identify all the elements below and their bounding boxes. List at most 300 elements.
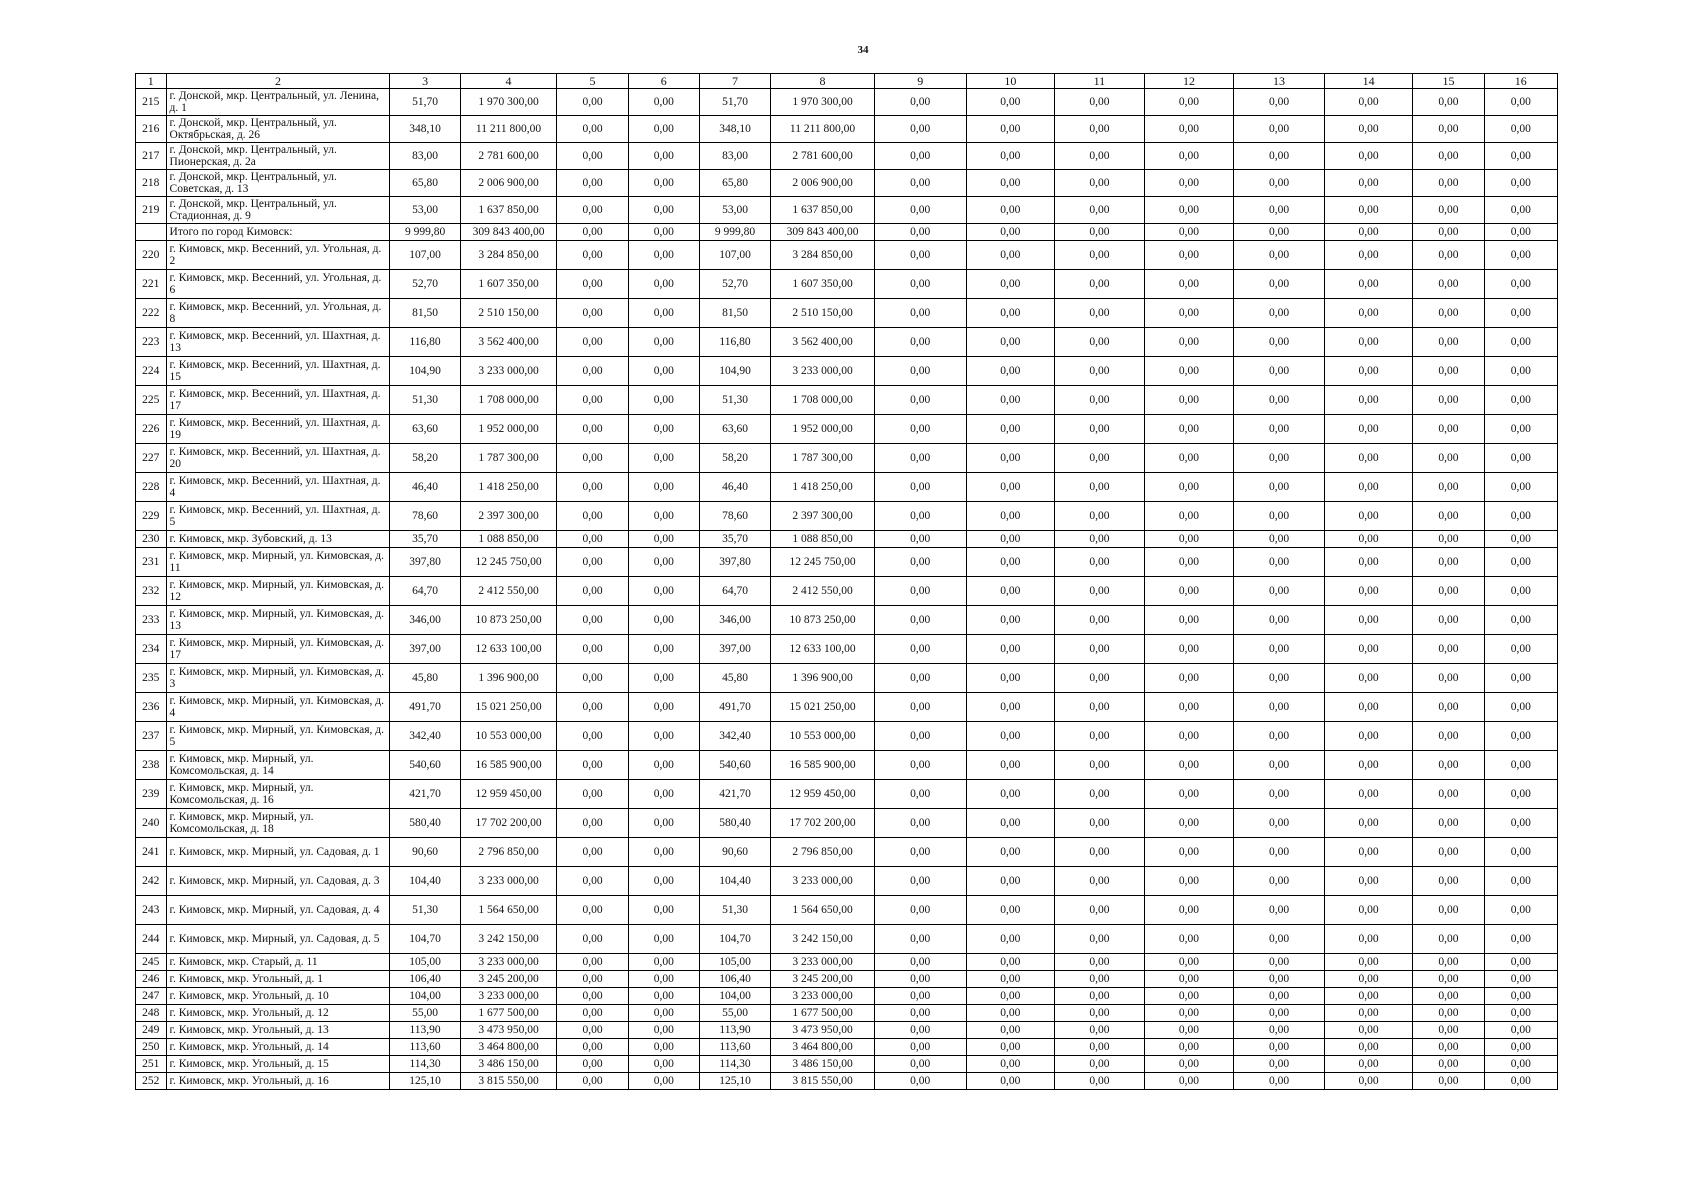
value-cell: 52,70: [699, 270, 770, 299]
value-cell: 0,00: [1484, 1073, 1557, 1090]
value-cell: 0,00: [874, 444, 966, 473]
value-cell: 3 233 000,00: [460, 954, 557, 971]
table-row: [136, 548, 1558, 577]
value-cell: 0,00: [1144, 299, 1234, 328]
value-cell: 0,00: [1413, 197, 1484, 224]
value-cell: 3 473 950,00: [460, 1022, 557, 1039]
value-cell: 0,00: [1144, 415, 1234, 444]
table-row: [136, 577, 1558, 606]
value-cell: 0,00: [874, 925, 966, 954]
value-cell: 0,00: [1413, 170, 1484, 197]
value-cell: 0,00: [1484, 780, 1557, 809]
value-cell: 0,00: [966, 328, 1055, 357]
table-body: [136, 89, 1558, 1090]
value-cell: 3 486 150,00: [771, 1056, 875, 1073]
value-cell: 0,00: [1324, 1039, 1413, 1056]
value-cell: 0,00: [628, 988, 699, 1005]
value-cell: 0,00: [1234, 1073, 1325, 1090]
value-cell: 10 873 250,00: [460, 606, 557, 635]
value-cell: 0,00: [1055, 867, 1145, 896]
value-cell: 0,00: [1234, 224, 1325, 241]
address-cell: г. Кимовск, мкр. Угольный, д. 13: [166, 1022, 390, 1039]
value-cell: 0,00: [874, 531, 966, 548]
table-row: [136, 116, 1558, 143]
value-cell: 0,00: [1055, 299, 1145, 328]
value-cell: 0,00: [874, 971, 966, 988]
value-cell: 0,00: [1234, 415, 1325, 444]
value-cell: 1 787 300,00: [460, 444, 557, 473]
value-cell: 0,00: [1144, 1039, 1234, 1056]
value-cell: 0,00: [1324, 925, 1413, 954]
value-cell: 0,00: [1484, 722, 1557, 751]
value-cell: 0,00: [1144, 386, 1234, 415]
value-cell: 0,00: [874, 224, 966, 241]
value-cell: 0,00: [1055, 1073, 1145, 1090]
address-cell: г. Кимовск, мкр. Мирный, ул. Кимовская, д. 12: [166, 577, 390, 606]
address-cell: г. Донской, мкр. Центральный, ул. Советская, д. 13: [166, 170, 390, 197]
value-cell: 0,00: [1055, 143, 1145, 170]
value-cell: 113,60: [699, 1039, 770, 1056]
value-cell: 83,00: [699, 143, 770, 170]
value-cell: 0,00: [966, 577, 1055, 606]
address-cell: г. Кимовск, мкр. Мирный, ул. Садовая, д. 1: [166, 838, 390, 867]
value-cell: 0,00: [1484, 751, 1557, 780]
value-cell: 0,00: [966, 415, 1055, 444]
row-number: 227: [136, 444, 167, 473]
value-cell: 0,00: [1055, 780, 1145, 809]
value-cell: 0,00: [1484, 635, 1557, 664]
table-row: [136, 170, 1558, 197]
value-cell: 0,00: [1324, 299, 1413, 328]
value-cell: 580,40: [390, 809, 460, 838]
column-header: 8: [771, 74, 875, 89]
value-cell: 0,00: [966, 925, 1055, 954]
value-cell: 0,00: [1144, 224, 1234, 241]
value-cell: 0,00: [1234, 548, 1325, 577]
value-cell: 0,00: [1144, 809, 1234, 838]
value-cell: 0,00: [1484, 241, 1557, 270]
address-cell: г. Кимовск, мкр. Мирный, ул. Кимовская, д. 4: [166, 693, 390, 722]
value-cell: 0,00: [1144, 444, 1234, 473]
table-row: [136, 1022, 1558, 1039]
value-cell: 0,00: [1413, 954, 1484, 971]
table-row: [136, 270, 1558, 299]
value-cell: 0,00: [1324, 143, 1413, 170]
value-cell: 0,00: [1055, 548, 1145, 577]
value-cell: 0,00: [966, 197, 1055, 224]
value-cell: 0,00: [1234, 925, 1325, 954]
value-cell: 580,40: [699, 809, 770, 838]
value-cell: 0,00: [1413, 1005, 1484, 1022]
value-cell: 342,40: [699, 722, 770, 751]
address-cell: г. Кимовск, мкр. Весенний, ул. Шахтная, д. 4: [166, 473, 390, 502]
value-cell: 113,60: [390, 1039, 460, 1056]
value-cell: 106,40: [699, 971, 770, 988]
value-cell: 0,00: [1144, 838, 1234, 867]
value-cell: 0,00: [1324, 1073, 1413, 1090]
row-number: 240: [136, 809, 167, 838]
value-cell: 397,80: [390, 548, 460, 577]
value-cell: 0,00: [1324, 606, 1413, 635]
value-cell: 0,00: [1055, 444, 1145, 473]
address-cell: г. Кимовск, мкр. Мирный, ул. Садовая, д. 4: [166, 896, 390, 925]
value-cell: 0,00: [1234, 197, 1325, 224]
value-cell: 0,00: [874, 809, 966, 838]
value-cell: 0,00: [1055, 664, 1145, 693]
value-cell: 0,00: [557, 577, 628, 606]
value-cell: 35,70: [699, 531, 770, 548]
value-cell: 0,00: [1484, 143, 1557, 170]
value-cell: 0,00: [1413, 867, 1484, 896]
value-cell: 0,00: [1055, 693, 1145, 722]
table-row: [136, 1056, 1558, 1073]
value-cell: 1 970 300,00: [460, 89, 557, 116]
value-cell: 346,00: [699, 606, 770, 635]
value-cell: 3 284 850,00: [460, 241, 557, 270]
value-cell: 0,00: [628, 577, 699, 606]
value-cell: 0,00: [1484, 988, 1557, 1005]
value-cell: 0,00: [1234, 577, 1325, 606]
value-cell: 0,00: [1055, 415, 1145, 444]
value-cell: 0,00: [1324, 357, 1413, 386]
value-cell: 0,00: [874, 386, 966, 415]
value-cell: 0,00: [628, 444, 699, 473]
table-row: [136, 954, 1558, 971]
value-cell: 0,00: [1413, 415, 1484, 444]
address-cell: г. Кимовск, мкр. Мирный, ул. Комсомольская, д. 16: [166, 780, 390, 809]
row-number: 239: [136, 780, 167, 809]
value-cell: 0,00: [1144, 867, 1234, 896]
value-cell: 3 562 400,00: [771, 328, 875, 357]
value-cell: 0,00: [1484, 954, 1557, 971]
value-cell: 0,00: [1484, 299, 1557, 328]
value-cell: 0,00: [1324, 197, 1413, 224]
value-cell: 10 553 000,00: [460, 722, 557, 751]
value-cell: 1 952 000,00: [460, 415, 557, 444]
value-cell: 0,00: [628, 473, 699, 502]
row-number: 242: [136, 867, 167, 896]
address-cell: г. Донской, мкр. Центральный, ул. Октябрьская, д. 26: [166, 116, 390, 143]
value-cell: 81,50: [699, 299, 770, 328]
value-cell: 0,00: [1055, 473, 1145, 502]
value-cell: 0,00: [966, 170, 1055, 197]
value-cell: 0,00: [557, 1005, 628, 1022]
value-cell: 0,00: [874, 988, 966, 1005]
value-cell: 64,70: [390, 577, 460, 606]
column-header: 15: [1413, 74, 1484, 89]
value-cell: 0,00: [1484, 531, 1557, 548]
table-row: [136, 925, 1558, 954]
value-cell: 0,00: [1484, 473, 1557, 502]
table-row: [136, 1039, 1558, 1056]
value-cell: 0,00: [1484, 415, 1557, 444]
value-cell: 0,00: [966, 89, 1055, 116]
value-cell: 0,00: [1055, 954, 1145, 971]
value-cell: 0,00: [1234, 473, 1325, 502]
value-cell: 0,00: [1484, 896, 1557, 925]
value-cell: 3 245 200,00: [771, 971, 875, 988]
value-cell: 0,00: [966, 299, 1055, 328]
value-cell: 0,00: [557, 241, 628, 270]
value-cell: 0,00: [628, 1056, 699, 1073]
value-cell: 0,00: [1413, 577, 1484, 606]
table-row: [136, 444, 1558, 473]
value-cell: 0,00: [557, 693, 628, 722]
value-cell: 0,00: [1234, 693, 1325, 722]
value-cell: 0,00: [1324, 838, 1413, 867]
value-cell: 421,70: [390, 780, 460, 809]
value-cell: 0,00: [1144, 896, 1234, 925]
value-cell: 0,00: [557, 224, 628, 241]
value-cell: 0,00: [1324, 224, 1413, 241]
table-row: [136, 606, 1558, 635]
value-cell: 0,00: [1324, 693, 1413, 722]
row-number: 217: [136, 143, 167, 170]
value-cell: 114,30: [390, 1056, 460, 1073]
address-cell: г. Кимовск, мкр. Старый, д. 11: [166, 954, 390, 971]
value-cell: 0,00: [1144, 116, 1234, 143]
value-cell: 0,00: [874, 1073, 966, 1090]
value-cell: 0,00: [1413, 722, 1484, 751]
value-cell: 0,00: [1144, 606, 1234, 635]
address-cell: г. Кимовск, мкр. Угольный, д. 12: [166, 1005, 390, 1022]
value-cell: 0,00: [1324, 577, 1413, 606]
value-cell: 0,00: [1324, 809, 1413, 838]
value-cell: 0,00: [557, 722, 628, 751]
column-header: 4: [460, 74, 557, 89]
value-cell: 16 585 900,00: [460, 751, 557, 780]
value-cell: 0,00: [557, 548, 628, 577]
value-cell: 3 245 200,00: [460, 971, 557, 988]
value-cell: 0,00: [874, 1056, 966, 1073]
value-cell: 0,00: [874, 954, 966, 971]
value-cell: 0,00: [1234, 386, 1325, 415]
value-cell: 0,00: [1144, 664, 1234, 693]
value-cell: 0,00: [557, 988, 628, 1005]
value-cell: 0,00: [874, 415, 966, 444]
value-cell: 0,00: [1413, 444, 1484, 473]
table-row: [136, 664, 1558, 693]
value-cell: 0,00: [874, 1022, 966, 1039]
value-cell: 0,00: [628, 502, 699, 531]
row-number: 237: [136, 722, 167, 751]
value-cell: 1 564 650,00: [771, 896, 875, 925]
value-cell: 0,00: [966, 988, 1055, 1005]
value-cell: 0,00: [557, 143, 628, 170]
value-cell: 0,00: [1234, 664, 1325, 693]
table-row: [136, 838, 1558, 867]
value-cell: 0,00: [628, 722, 699, 751]
value-cell: 0,00: [628, 896, 699, 925]
value-cell: 0,00: [557, 838, 628, 867]
value-cell: 0,00: [557, 635, 628, 664]
value-cell: 0,00: [1484, 693, 1557, 722]
row-number: 222: [136, 299, 167, 328]
value-cell: 0,00: [1234, 170, 1325, 197]
value-cell: 0,00: [1055, 606, 1145, 635]
value-cell: 0,00: [1144, 1073, 1234, 1090]
column-header: 1: [136, 74, 167, 89]
value-cell: 11 211 800,00: [460, 116, 557, 143]
address-cell: г. Кимовск, мкр. Весенний, ул. Угольная, д. 2: [166, 241, 390, 270]
value-cell: 0,00: [1055, 116, 1145, 143]
column-header: 7: [699, 74, 770, 89]
value-cell: 0,00: [1055, 386, 1145, 415]
value-cell: 53,00: [699, 197, 770, 224]
row-number: 243: [136, 896, 167, 925]
value-cell: 0,00: [1055, 170, 1145, 197]
value-cell: 2 781 600,00: [460, 143, 557, 170]
value-cell: 104,70: [699, 925, 770, 954]
value-cell: 3 233 000,00: [771, 357, 875, 386]
value-cell: 81,50: [390, 299, 460, 328]
value-cell: 0,00: [874, 1005, 966, 1022]
value-cell: 45,80: [699, 664, 770, 693]
address-cell: г. Кимовск, мкр. Мирный, ул. Комсомольская, д. 18: [166, 809, 390, 838]
column-header: 12: [1144, 74, 1234, 89]
value-cell: 0,00: [1234, 502, 1325, 531]
address-cell: г. Кимовск, мкр. Весенний, ул. Угольная, д. 6: [166, 270, 390, 299]
value-cell: 0,00: [628, 548, 699, 577]
value-cell: 0,00: [966, 606, 1055, 635]
value-cell: 0,00: [874, 693, 966, 722]
value-cell: 113,90: [390, 1022, 460, 1039]
value-cell: 0,00: [1234, 1039, 1325, 1056]
value-cell: 51,30: [699, 386, 770, 415]
address-cell: г. Кимовск, мкр. Весенний, ул. Шахтная, д. 20: [166, 444, 390, 473]
value-cell: 0,00: [1234, 328, 1325, 357]
value-cell: 0,00: [874, 867, 966, 896]
address-cell: Итого по город Кимовск:: [166, 224, 390, 241]
value-cell: 2 796 850,00: [460, 838, 557, 867]
value-cell: 0,00: [874, 751, 966, 780]
value-cell: 0,00: [628, 606, 699, 635]
value-cell: 0,00: [628, 1022, 699, 1039]
value-cell: 1 637 850,00: [771, 197, 875, 224]
value-cell: 0,00: [628, 780, 699, 809]
value-cell: 0,00: [1144, 925, 1234, 954]
value-cell: 0,00: [1144, 502, 1234, 531]
table-row: [136, 896, 1558, 925]
value-cell: 0,00: [1055, 577, 1145, 606]
value-cell: 1 708 000,00: [460, 386, 557, 415]
value-cell: 0,00: [1413, 473, 1484, 502]
value-cell: 0,00: [874, 143, 966, 170]
value-cell: 3 562 400,00: [460, 328, 557, 357]
value-cell: 0,00: [966, 1005, 1055, 1022]
value-cell: 0,00: [1324, 328, 1413, 357]
value-cell: 51,30: [390, 896, 460, 925]
value-cell: 0,00: [1055, 809, 1145, 838]
value-cell: 0,00: [966, 722, 1055, 751]
value-cell: 0,00: [1413, 224, 1484, 241]
value-cell: 0,00: [1413, 357, 1484, 386]
value-cell: 0,00: [628, 241, 699, 270]
value-cell: 104,00: [699, 988, 770, 1005]
value-cell: 0,00: [1413, 751, 1484, 780]
row-number: 232: [136, 577, 167, 606]
value-cell: 0,00: [1324, 664, 1413, 693]
value-cell: 0,00: [628, 1073, 699, 1090]
value-cell: 0,00: [1324, 170, 1413, 197]
value-cell: 0,00: [966, 270, 1055, 299]
value-cell: 125,10: [699, 1073, 770, 1090]
value-cell: 0,00: [966, 635, 1055, 664]
value-cell: 1 970 300,00: [771, 89, 875, 116]
value-cell: 342,40: [390, 722, 460, 751]
value-cell: 1 088 850,00: [771, 531, 875, 548]
value-cell: 0,00: [1144, 473, 1234, 502]
value-cell: 0,00: [557, 502, 628, 531]
value-cell: 64,70: [699, 577, 770, 606]
value-cell: 0,00: [1234, 751, 1325, 780]
value-cell: 0,00: [1413, 270, 1484, 299]
value-cell: 540,60: [699, 751, 770, 780]
value-cell: 0,00: [1484, 606, 1557, 635]
value-cell: 0,00: [1144, 357, 1234, 386]
value-cell: 2 412 550,00: [771, 577, 875, 606]
value-cell: 0,00: [1055, 328, 1145, 357]
value-cell: 0,00: [1234, 988, 1325, 1005]
value-cell: 0,00: [1324, 954, 1413, 971]
address-cell: г. Кимовск, мкр. Угольный, д. 1: [166, 971, 390, 988]
value-cell: 15 021 250,00: [460, 693, 557, 722]
table-row: [136, 197, 1558, 224]
value-cell: 52,70: [390, 270, 460, 299]
value-cell: 0,00: [557, 751, 628, 780]
value-cell: 0,00: [1234, 357, 1325, 386]
row-number: 248: [136, 1005, 167, 1022]
row-number: 226: [136, 415, 167, 444]
value-cell: 0,00: [557, 116, 628, 143]
value-cell: 0,00: [1324, 116, 1413, 143]
value-cell: 0,00: [1484, 1056, 1557, 1073]
value-cell: 0,00: [966, 143, 1055, 170]
value-cell: 0,00: [557, 867, 628, 896]
row-number: 223: [136, 328, 167, 357]
value-cell: 1 677 500,00: [771, 1005, 875, 1022]
value-cell: 0,00: [1144, 197, 1234, 224]
value-cell: 0,00: [1413, 386, 1484, 415]
value-cell: 346,00: [390, 606, 460, 635]
value-cell: 3 242 150,00: [771, 925, 875, 954]
value-cell: 0,00: [1413, 89, 1484, 116]
value-cell: 0,00: [1324, 1022, 1413, 1039]
row-number: 215: [136, 89, 167, 116]
value-cell: 55,00: [390, 1005, 460, 1022]
value-cell: 0,00: [557, 270, 628, 299]
value-cell: 0,00: [628, 170, 699, 197]
value-cell: 0,00: [1055, 502, 1145, 531]
value-cell: 0,00: [1055, 1005, 1145, 1022]
value-cell: 0,00: [628, 664, 699, 693]
value-cell: 1 607 350,00: [771, 270, 875, 299]
value-cell: 1 564 650,00: [460, 896, 557, 925]
column-header: 13: [1234, 74, 1325, 89]
table-row: [136, 751, 1558, 780]
value-cell: 0,00: [1234, 896, 1325, 925]
value-cell: 0,00: [966, 224, 1055, 241]
value-cell: 0,00: [628, 1039, 699, 1056]
value-cell: 1 418 250,00: [460, 473, 557, 502]
value-cell: 0,00: [1144, 1005, 1234, 1022]
value-cell: 491,70: [699, 693, 770, 722]
value-cell: 0,00: [1055, 241, 1145, 270]
value-cell: 3 233 000,00: [771, 988, 875, 1005]
page-number: 34: [857, 44, 869, 56]
value-cell: 0,00: [1144, 1056, 1234, 1073]
value-cell: 3 233 000,00: [460, 867, 557, 896]
